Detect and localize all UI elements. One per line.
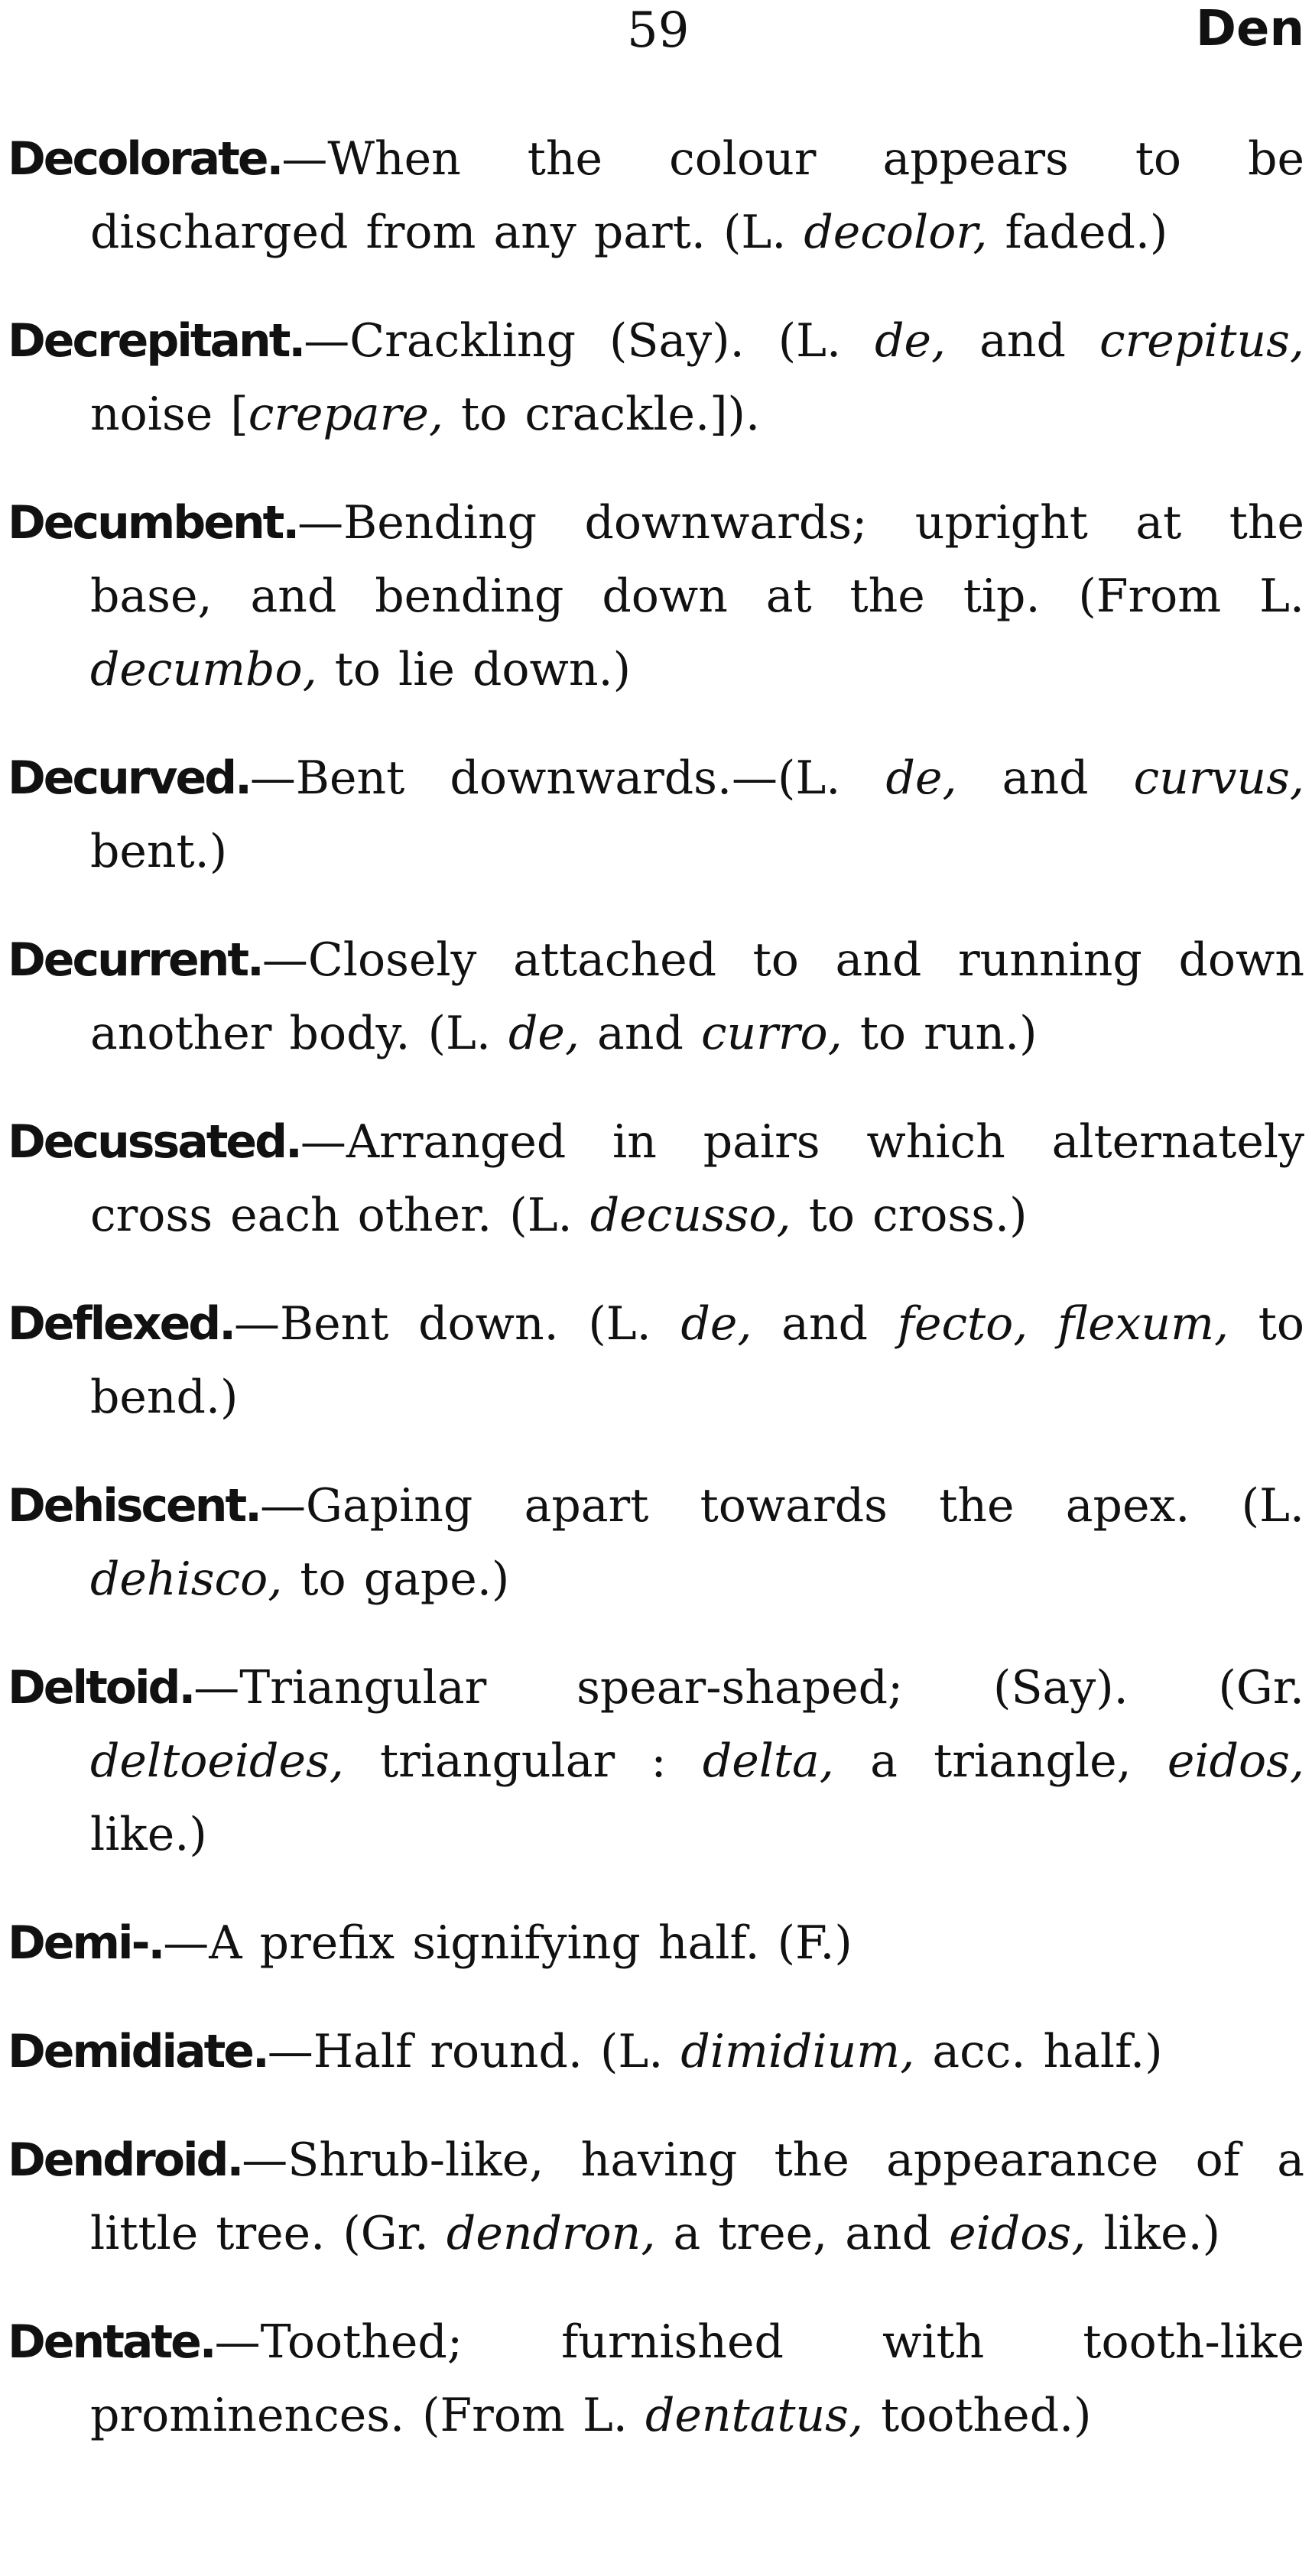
entry-definition-text: like.) [90, 1808, 207, 1861]
entry-term: Demi-. [8, 1916, 164, 1970]
entry-term: Deltoid. [8, 1661, 194, 1715]
entry-etymon: decusso, [589, 1189, 791, 1242]
entry-definition-text: a tree, and [655, 2207, 950, 2260]
entry-etymon: de, [680, 1297, 752, 1351]
entry-definition-text: to bend.) [90, 1297, 1305, 1424]
entry-definition-text: noise [ [90, 388, 248, 441]
glossary-entry [8, 2123, 1304, 2270]
entry-definition-text: like.) [1086, 2207, 1221, 2260]
entry-etymon: curvus, [1133, 751, 1305, 805]
entry-etymon: crepare, [248, 388, 443, 441]
entry-definition-text: —Gaping apart towards the apex. (L. [259, 1479, 1304, 1533]
entry-etymon: decumbo, [90, 643, 317, 696]
entry-definition-text: to lie down.) [317, 643, 632, 696]
entry-etymon: curro, [700, 1007, 843, 1060]
entry-term: Deflexed. [8, 1297, 234, 1351]
entry-definition-text: —Triangular spear-shaped; (Say). (Gr. [193, 1661, 1304, 1715]
entry-definition-text: —When the colour appears to be discharged from any part. (L. [90, 132, 1304, 259]
entry-etymon: crepitus, [1099, 314, 1305, 368]
glossary-entry [8, 1469, 1304, 1616]
entry-term: Dehiscent. [8, 1479, 260, 1533]
entry-etymon: dentatus, [645, 2389, 863, 2442]
entry-definition-text: faded.) [987, 206, 1168, 259]
entry-etymon: de, [885, 751, 957, 805]
entry-etymon: eidos, [949, 2207, 1086, 2260]
entry-term: Decussated. [8, 1115, 300, 1169]
glossary-entry [8, 304, 1304, 451]
entry-term: Dendroid. [8, 2133, 242, 2187]
entry-definition-text: —Bent downwards.—(L. [249, 751, 886, 805]
entry-definition-text: to gape.) [282, 1552, 510, 1606]
entry-etymon: fecto, flexum, [897, 1297, 1229, 1351]
entry-definition-text: acc. half.) [914, 2025, 1163, 2078]
page-header [0, 0, 1312, 61]
entry-etymon: decolor, [804, 206, 988, 259]
entry-etymon: dendron, [446, 2207, 656, 2260]
entry-term: Decurved. [8, 751, 250, 805]
entry-definition-text: triangular : [343, 1734, 703, 1788]
glossary-entry [8, 1906, 1304, 1980]
glossary-entry [8, 2305, 1304, 2452]
entry-definition-text: —Crackling (Say). (L. [304, 314, 875, 368]
entry-term: Dentate. [8, 2315, 215, 2369]
entry-definition-text: to run.) [842, 1007, 1038, 1060]
entry-definition-text: —Shrub-like, having the appearance of a little tree. (Gr. [90, 2133, 1304, 2260]
entry-definition-text: —Closely attached to and running down another body. (L. [90, 933, 1304, 1060]
entry-term: Demidiate. [8, 2025, 268, 2078]
entry-definition-text: —Toothed; furnished with tooth-like prominences. (From L. [90, 2315, 1304, 2442]
glossary-entry [8, 741, 1304, 888]
entry-definition-text: and [946, 314, 1099, 368]
entry-etymon: dimidium, [680, 2025, 915, 2078]
entry-definition-text: to crackle.]). [443, 388, 761, 441]
glossary-entry [8, 1105, 1304, 1252]
entry-definition-text: toothed.) [863, 2389, 1092, 2442]
entry-term: Decrepitant. [8, 314, 304, 368]
glossary-entry [8, 122, 1304, 269]
entry-term: Decumbent. [8, 496, 298, 550]
glossary-entry [8, 486, 1304, 706]
entry-term: Decurrent. [8, 933, 262, 987]
entry-etymon: de, [875, 314, 947, 368]
entry-definition-text: —Bent down. (L. [234, 1297, 681, 1351]
entry-definition-text: and [579, 1007, 701, 1060]
entry-definition-text: and [752, 1297, 898, 1351]
entry-definition-text: bent.) [90, 825, 228, 878]
entry-definition-text: —Half round. (L. [267, 2025, 681, 2078]
page-number: 59 [627, 2, 690, 59]
running-head: Den [1195, 1, 1304, 57]
entry-term: Decolorate. [8, 132, 282, 186]
entry-definition-text: —Bending downwards; upright at the base, and bending down at the tip. (From L. [90, 496, 1304, 623]
entry-etymon: deltoeides, [90, 1734, 344, 1788]
entry-definition-text: a triangle, [833, 1734, 1167, 1788]
glossary-entries [8, 122, 1304, 2487]
entry-etymon: de, [508, 1007, 580, 1060]
glossary-entry [8, 1651, 1304, 1871]
entry-definition-text: —Arranged in pairs which alternately cross each other. (L. [90, 1115, 1304, 1242]
entry-etymon: delta, [702, 1734, 834, 1788]
entry-definition-text: —A prefix signifying half. (F.) [163, 1916, 852, 1970]
entry-etymon: dehisco, [90, 1552, 283, 1606]
entry-definition-text: and [956, 751, 1134, 805]
glossary-entry [8, 2015, 1304, 2088]
entry-etymon: eidos, [1167, 1734, 1304, 1788]
glossary-entry [8, 1287, 1304, 1434]
glossary-entry [8, 923, 1304, 1070]
entry-definition-text: to cross.) [791, 1189, 1028, 1242]
